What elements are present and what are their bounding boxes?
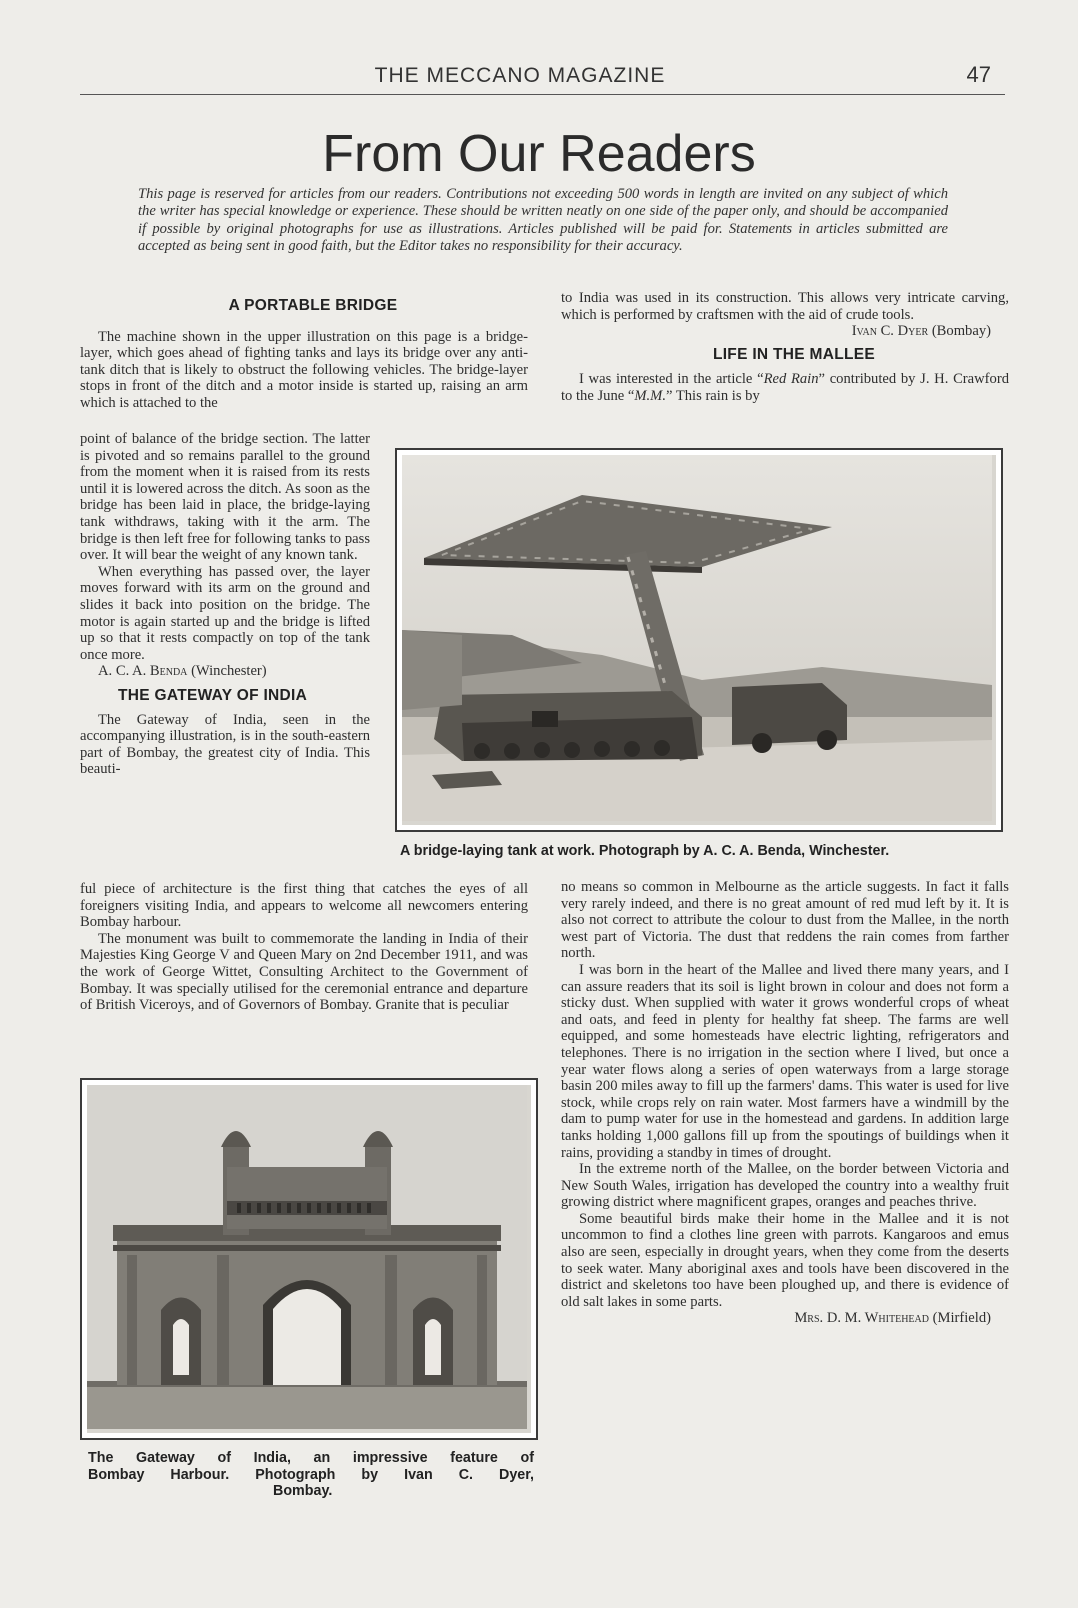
heading-portable-bridge: A PORTABLE BRIDGE bbox=[228, 297, 398, 314]
heading-mallee: LIFE IN THE MALLEE bbox=[712, 345, 876, 363]
bridge-tank-illustration bbox=[402, 455, 992, 821]
bridge-author-location: (Winchester) bbox=[191, 663, 267, 680]
mallee-author: Mrs. D. M. Whitehead bbox=[794, 1310, 929, 1327]
article-mallee bbox=[561, 879, 1009, 1327]
gateway-paragraph-1-wide: ful piece of architecture is the first thing that catches the eyes of all foreigners visiting India, and appears to welcome all newcomers entering Bombay harbour. bbox=[80, 881, 528, 931]
mallee-author-location: (Mirfield) bbox=[932, 1310, 991, 1327]
gateway-caption-line-2: Bombay Harbour. Photograph by Ivan C. Dyer, bbox=[88, 1466, 534, 1483]
mallee-paragraph-1-bottom: no means so common in Melbourne as the article suggests. In fact it falls very rarely indeed, and there is no great amount of red mud left by it. It is also not correct to attribute the colour to dust from the Mallee, in the north west part of Victoria. The dust that reddens the rain comes from farther north. bbox=[561, 879, 1009, 962]
bridge-photo-image bbox=[402, 455, 996, 825]
page-title: From Our Readers bbox=[322, 125, 756, 183]
mallee-paragraph-2: I was born in the heart of the Mallee and lived there many years, and I can assure readers that its soil is light brown in colour and does not form a sticky dust. When supplied with water it grows wonderful crops of wheat and oats, and feed in plenty for healthy fat sheep. The farms are well equipped, and some homesteads have electric lighting, refrigerators and telephones. There is no irrigation in the section where I lived, but once a year water flows along a series of open waterways from a large storage basin 200 miles away to fill up the farmers' dams. This water is used for live stock, while crops rely on rain water. Most farmers have a windmill by the dam to pump water for use in the homestead and gardens. In addition large tanks holding 1,000 gallons fill up from the spoutings of buildings when it rains, providing a standby in times of drought. bbox=[561, 961, 1009, 1161]
mallee-magazine-abbrev: M.M. bbox=[634, 387, 666, 404]
gateway-caption-line-1: The Gateway of India, an impressive feature of bbox=[88, 1450, 534, 1466]
bridge-photo bbox=[395, 448, 1003, 832]
gateway-signature bbox=[561, 323, 991, 340]
gateway-photo bbox=[80, 1078, 538, 1440]
mallee-paragraph-3: In the extreme north of the Mallee, on the border between Victoria and New South Wales, irrigation has developed the country into a wealthy fruit growing district where magnificent grapes, oranges and peaches thrive. bbox=[561, 1161, 1009, 1211]
article-portable-bridge bbox=[80, 298, 528, 412]
bridge-paragraph-2: When everything has passed over, the layer moves forward with its arm on the ground and slides it back into position on the bridge. The motor is again started up and the bridge is lifted up so that it rests compactly on top of the tank once more. bbox=[80, 563, 370, 663]
page-header bbox=[80, 60, 1005, 95]
mallee-paragraph-1-top bbox=[561, 371, 1009, 404]
page-number: 47 bbox=[966, 62, 991, 87]
gateway-author-location: (Bombay) bbox=[931, 323, 991, 340]
gateway-author: Ivan C. Dyer bbox=[851, 323, 929, 340]
gateway-continued: to India was used in its construction. This allows very intricate carving, which is performed by craftsmen with the aid of crude tools. bbox=[561, 290, 1009, 323]
mallee-paragraph-4: Some beautiful birds make their home in the Mallee and it is not uncommon to find a clothes line green with parrots. Kangaroos and emus also are seen, especially in drought years, when they come from the deserts to seek water. Many aboriginal axes and tools have been discovered in the district and skeletons too have been ploughed up, and there is evidence of old salt lakes in some parts. bbox=[561, 1210, 1009, 1310]
mallee-article-title: Red Rain bbox=[763, 371, 819, 388]
gateway-of-india-illustration bbox=[87, 1085, 527, 1429]
bridge-paragraph-1-top: The machine shown in the upper illustration on this page is a bridge-layer, which goes ahead of fighting tanks and lays its bridge over any anti-tank ditch that is likely to obstruct the following vehicles. The bridge-layer stops in front of the ditch and a motor inside is started up, raising an arm which is attached to the bbox=[80, 328, 528, 411]
bridge-author: A. C. A. Benda bbox=[98, 663, 188, 680]
gateway-photo-caption bbox=[88, 1450, 534, 1500]
article-gateway-wide bbox=[80, 881, 528, 1014]
gateway-caption-line-3: Bombay. bbox=[273, 1483, 333, 1499]
article-portable-bridge-narrow bbox=[80, 431, 370, 778]
magazine-title: THE MECCANO MAGAZINE bbox=[374, 64, 666, 87]
intro-paragraph: This page is reserved for articles from our readers. Contributions not exceeding 500 words in length are invited on any subject of which the writer has special knowledge or experience. These should be written neatly on one side of the paper only, and should be accompanied if possible by original photographs for use as illustrations. Articles published will be paid for. Statements in articles submitted are accepted as being sent in good faith, but the Editor takes no responsibility for their accuracy. bbox=[138, 186, 948, 254]
mallee-p1-text-a: I was interested in the article “ bbox=[579, 371, 764, 388]
gateway-photo-image bbox=[87, 1085, 531, 1433]
heading-gateway: THE GATEWAY OF INDIA bbox=[118, 686, 308, 704]
mallee-p1-text-c: ” This rain is by bbox=[665, 387, 760, 404]
gateway-paragraph-2: The monument was built to commemorate the landing in India of their Majesties King George V and Queen Mary on 2nd December 1911, and was the work of George Wittet, Consulting Architect to the Government of Bombay. It was specially utilised for the ceremonial entrance and departure of British Viceroys, and of Governors of Bombay. Granite that is peculiar bbox=[80, 930, 528, 1014]
mallee-signature bbox=[561, 1310, 991, 1327]
right-column-top bbox=[561, 290, 1009, 405]
gateway-paragraph-1-narrow: The Gateway of India, seen in the accompanying illustration, is in the south-eastern part of Bombay, the greatest city of India. This beauti- bbox=[80, 711, 370, 778]
mallee-p1-text-b: ” contributed by J. H. Crawford to the June “ bbox=[561, 371, 1009, 404]
bridge-paragraph-1-narrow: point of balance of the bridge section. The latter is pivoted and so remains parallel to the ground from the moment when it is raised from its rests until it is lowered across the ditch. As soon as the bridge has been laid in place, the bridge-laying tank withdraws, taking with it the arm. The bridge is then left free for following tanks to pass over. It will bear the weight of any known tank. bbox=[80, 431, 370, 564]
bridge-photo-caption: A bridge-laying tank at work. Photograph by A. C. A. Benda, Winchester. bbox=[400, 843, 890, 859]
bridge-signature bbox=[80, 663, 370, 680]
